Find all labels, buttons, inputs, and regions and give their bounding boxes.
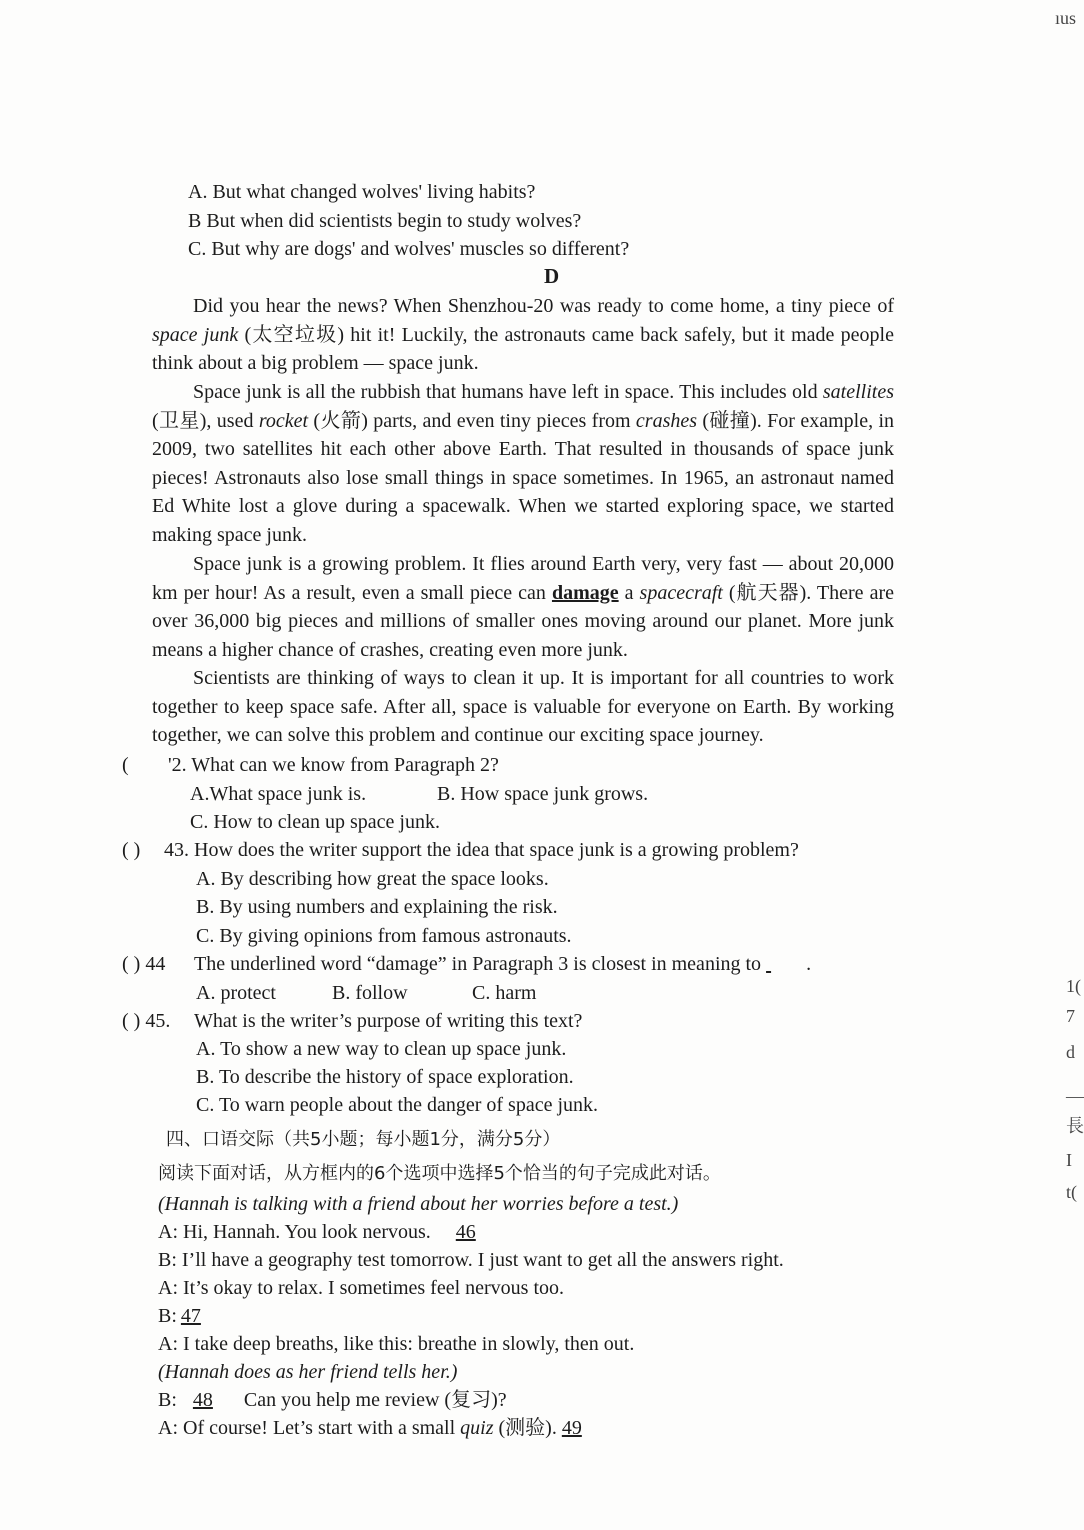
- blank-49: 49: [561, 1417, 582, 1439]
- question-43-option-a: A. By describing how great the space looks.: [196, 868, 549, 890]
- dialogue-line-7: B: 48 Can you help me review (复习)?: [158, 1386, 507, 1414]
- prev-option-b: B But when did scientists begin to study wolves?: [188, 210, 582, 232]
- question-45-option-b: B. To describe the history of space exploration.: [196, 1066, 574, 1088]
- edge-fragment: 長: [1066, 1116, 1084, 1136]
- question-42-stem: '2. What can we know from Paragraph 2?: [168, 754, 499, 776]
- blank-47: 47: [180, 1305, 201, 1327]
- answer-bracket: ( ): [122, 839, 141, 861]
- dialogue-intro: (Hannah is talking with a friend about her worries before a test.): [158, 1193, 679, 1215]
- question-45-stem: What is the writer’s purpose of writing this text?: [194, 1010, 583, 1032]
- paragraph-2: Space junk is all the rubbish that humans have left in space. This includes old satellites (卫星), used rocket (火箭) parts, and even tiny pieces from crashes (碰撞). For example, in 2009, two satellites hit each other above Earth. That resulted in thousands of space junk pieces! Astronauts also lose small things in space sometimes. In 1965, an astronaut named Ed White lost a glove during a spacewalk. When we started exploring space, we started making space junk.: [152, 381, 894, 546]
- blank-48: 48: [192, 1389, 213, 1411]
- answer-bracket: (: [122, 754, 129, 776]
- question-44-option-b: B. follow: [332, 982, 408, 1004]
- paragraph-3: Space junk is a growing problem. It flies around Earth very, very fast — about 20,000 km per hour! As a result, even a small piece can damage a spacecraft (航天器). There are over 36,000 big pieces and millions of smaller ones moving around our planet. More junk means a higher chance of crashes, creating even more junk.: [152, 553, 894, 661]
- question-44-stem: The underlined word “damage” in Paragraph 3 is closest in meaning to .: [194, 953, 812, 975]
- question-43-option-c: C. By giving opinions from famous astronauts.: [196, 925, 572, 947]
- question-44-option-a: A. protect: [196, 982, 276, 1004]
- dialogue-line-8: A: Of course! Let’s start with a small quiz (测验). 49: [158, 1417, 582, 1439]
- question-42-option-c: C. How to clean up space junk.: [190, 811, 440, 833]
- prev-option-a: A. But what changed wolves' living habits?: [188, 181, 536, 203]
- dialogue-line-6: (Hannah does as her friend tells her.): [158, 1361, 458, 1383]
- question-44-option-c: C. harm: [472, 982, 537, 1004]
- question-42-option-a: A.What space junk is.: [190, 783, 367, 805]
- dialogue-line-2: B: I’ll have a geography test tomorrow. I just want to get all the answers right.: [158, 1249, 784, 1271]
- section-heading: D: [544, 264, 560, 288]
- question-43-option-b: B. By using numbers and explaining the risk.: [196, 896, 558, 918]
- section-4-instructions: 阅读下面对话，从方框内的6个选项中选择5个恰当的句子完成此对话。: [158, 1163, 721, 1184]
- edge-fragment: 1(: [1066, 976, 1081, 996]
- edge-fragment: —: [1066, 1086, 1084, 1106]
- blank-46: 46: [455, 1221, 476, 1243]
- corner-fragment: ıus: [1054, 8, 1076, 28]
- question-45-option-c: C. To warn people about the danger of space junk.: [196, 1094, 599, 1116]
- question-45-option-a: A. To show a new way to clean up space junk.: [196, 1038, 567, 1060]
- paragraph-1: Did you hear the news? When Shenzhou-20 was ready to come home, a tiny piece of space junk (太空垃圾) hit it! Luckily, the astronauts came back safely, but it made people think about a big problem — space junk.: [152, 295, 894, 375]
- dialogue-line-3: A: It’s okay to relax. I sometimes feel nervous too.: [158, 1277, 565, 1299]
- paragraph-4: Scientists are thinking of ways to clean it up. It is important for all countries to work together to keep space safe. After all, space is valuable for everyone on Earth. By working together, we can solve this problem and continue our exciting space journey.: [152, 667, 894, 747]
- answer-bracket: ( ) 45.: [122, 1010, 171, 1032]
- dialogue-line-5: A: I take deep breaths, like this: breathe in slowly, then out.: [158, 1333, 635, 1355]
- edge-fragment: t(: [1066, 1182, 1077, 1202]
- question-42-option-b: B. How space junk grows.: [437, 783, 649, 805]
- dialogue-line-4: B: 47: [158, 1302, 239, 1330]
- dialogue-line-1: A: Hi, Hannah. You look nervous. 46: [158, 1218, 508, 1246]
- section-4-title: 四、口语交际（共5小题；每小题1分，满分5分）: [166, 1129, 561, 1150]
- edge-fragment: 7: [1066, 1006, 1075, 1026]
- edge-fragment: I: [1066, 1150, 1072, 1170]
- prev-option-c: C. But why are dogs' and wolves' muscles so different?: [188, 238, 630, 260]
- edge-fragment: d: [1066, 1042, 1075, 1062]
- answer-bracket: ( ) 44: [122, 953, 166, 975]
- question-43-stem: 43. How does the writer support the idea that space junk is a growing problem?: [164, 839, 799, 861]
